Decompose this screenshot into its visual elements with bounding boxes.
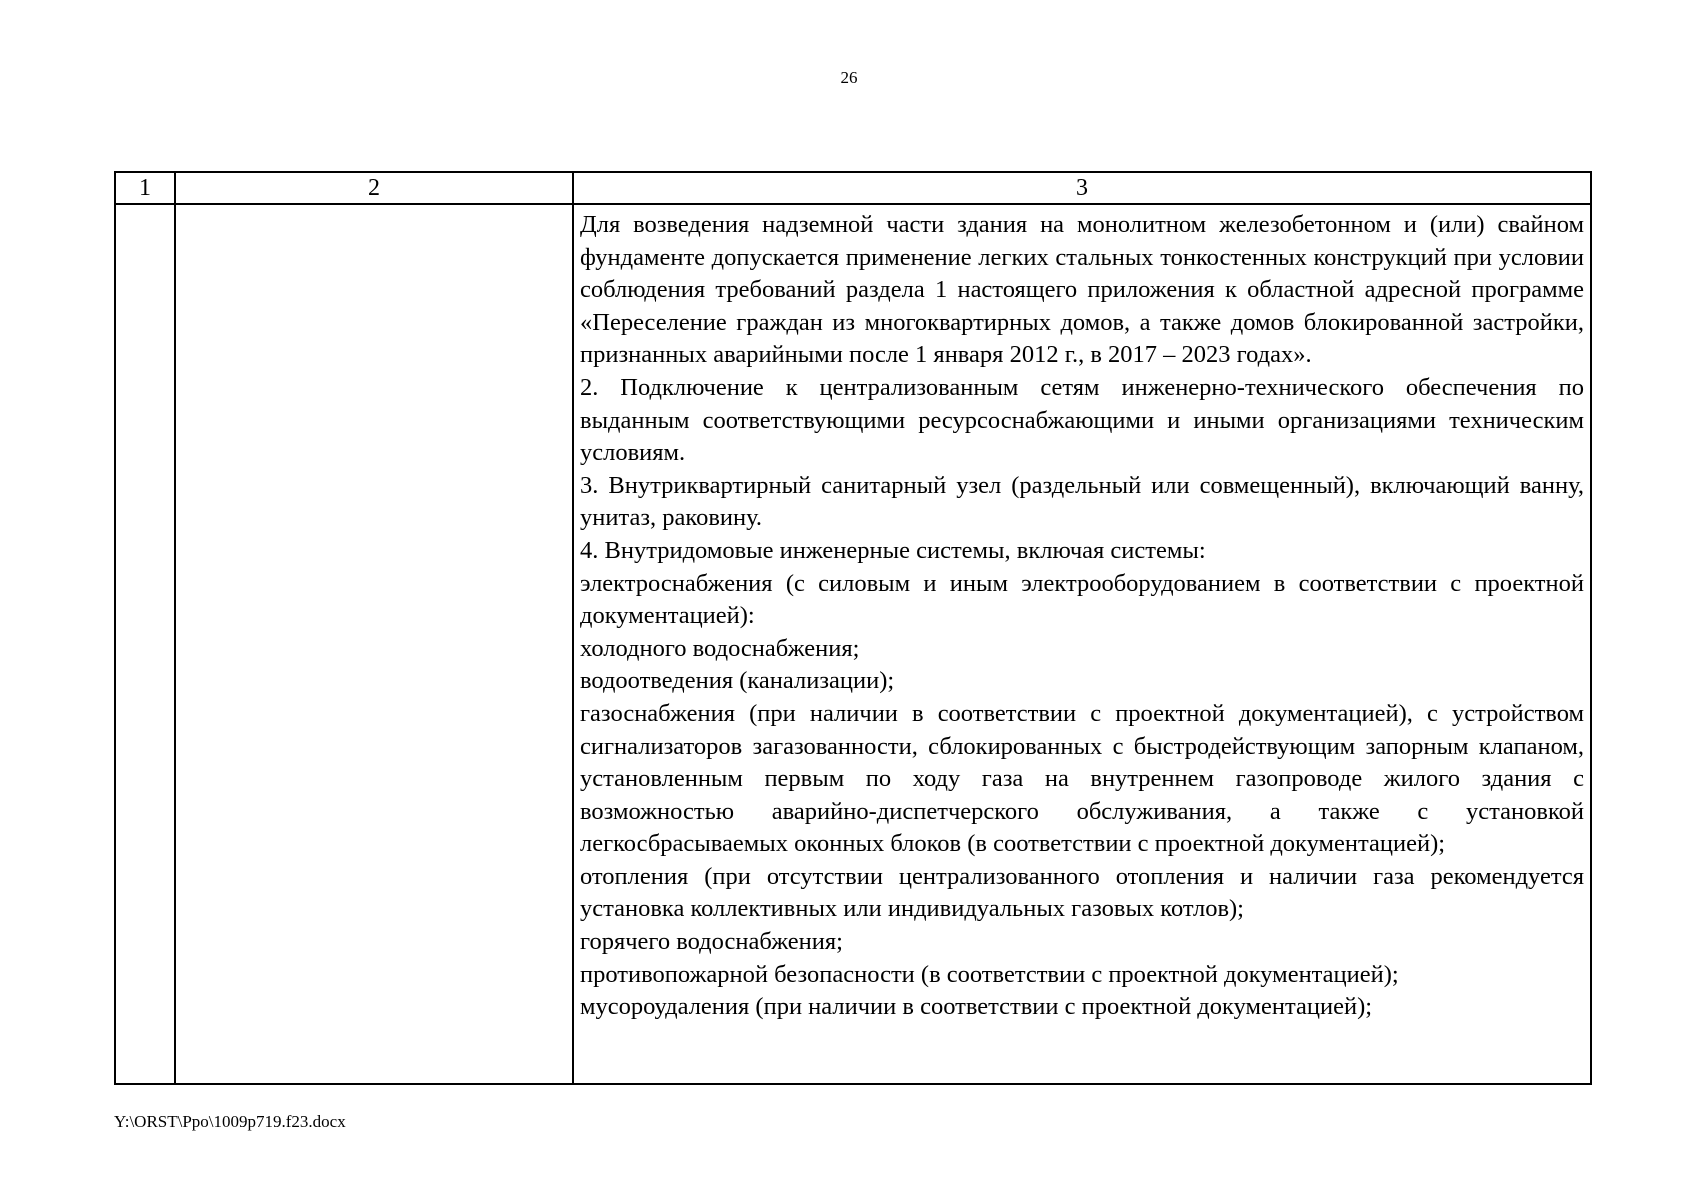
cell-col-1 [115, 204, 175, 1084]
paragraph: электроснабжения (с силовым и иным электрооборудованием в соответствии с проектной документацией): [580, 569, 1584, 630]
page-number: 26 [840, 68, 858, 87]
cell-col-2 [175, 204, 573, 1084]
paragraph: 4. Внутридомовые инженерные системы, включая системы: [580, 536, 1206, 564]
paragraph: холодного водоснабжения; [580, 634, 860, 662]
paragraph: отопления (при отсутствии централизованного отопления и наличии газа рекомендуется установка коллективных или индивидуальных газовых котлов); [580, 862, 1584, 923]
paragraph: 3. Внутриквартирный санитарный узел (раздельный или совмещенный), включающий ванну, унитаз, раковину. [580, 471, 1584, 532]
header-cell-2: 2 [175, 172, 573, 204]
cell-col-3 [573, 204, 1591, 1084]
header-cell-3: 3 [573, 172, 1591, 204]
paragraph: горячего водоснабжения; [580, 928, 843, 956]
table-header-row [115, 172, 1591, 204]
header-cell-1: 1 [115, 172, 175, 204]
paragraph: газоснабжения (при наличии в соответствии с проектной документацией), с устройством сигнализаторов загазованности, сблокированных с быстродействующим запорным клапаном, установленным первым по ходу газа на внутреннем газопроводе жилого здания с возможностью аварийно-диспетчерского обслуживания, а также с установкой легкосбрасываемых оконных блоков (в соответствии с проектной документацией); [580, 699, 1584, 858]
file-path-footer: Y:\ORST\Ppo\1009p719.f23.docx [114, 1112, 346, 1131]
paragraph: противопожарной безопасности (в соответствии с проектной документацией); [580, 960, 1399, 988]
requirements-table [114, 171, 1592, 1085]
paragraph: водоотведения (канализации); [580, 667, 895, 695]
paragraph: 2. Подключение к централизованным сетям инженерно-технического обеспечения по выданным соответствующими ресурсоснабжающими и иными организациями техническим условиям. [580, 373, 1584, 467]
table-row [115, 204, 1591, 1084]
paragraph: мусороудаления (при наличии в соответствии с проектной документацией); [580, 993, 1373, 1021]
paragraph: Для возведения надземной части здания на монолитном железобетонном и (или) свайном фундаменте допускается применение легких стальных тонкостенных конструкций при условии соблюдения требований раздела 1 настоящего приложения к областной адресной программе «Переселение граждан из многоквартирных домов, а также домов блокированной застройки, признанных аварийными после 1 января 2012 г., в 2017 – 2023 годах». [580, 211, 1584, 369]
